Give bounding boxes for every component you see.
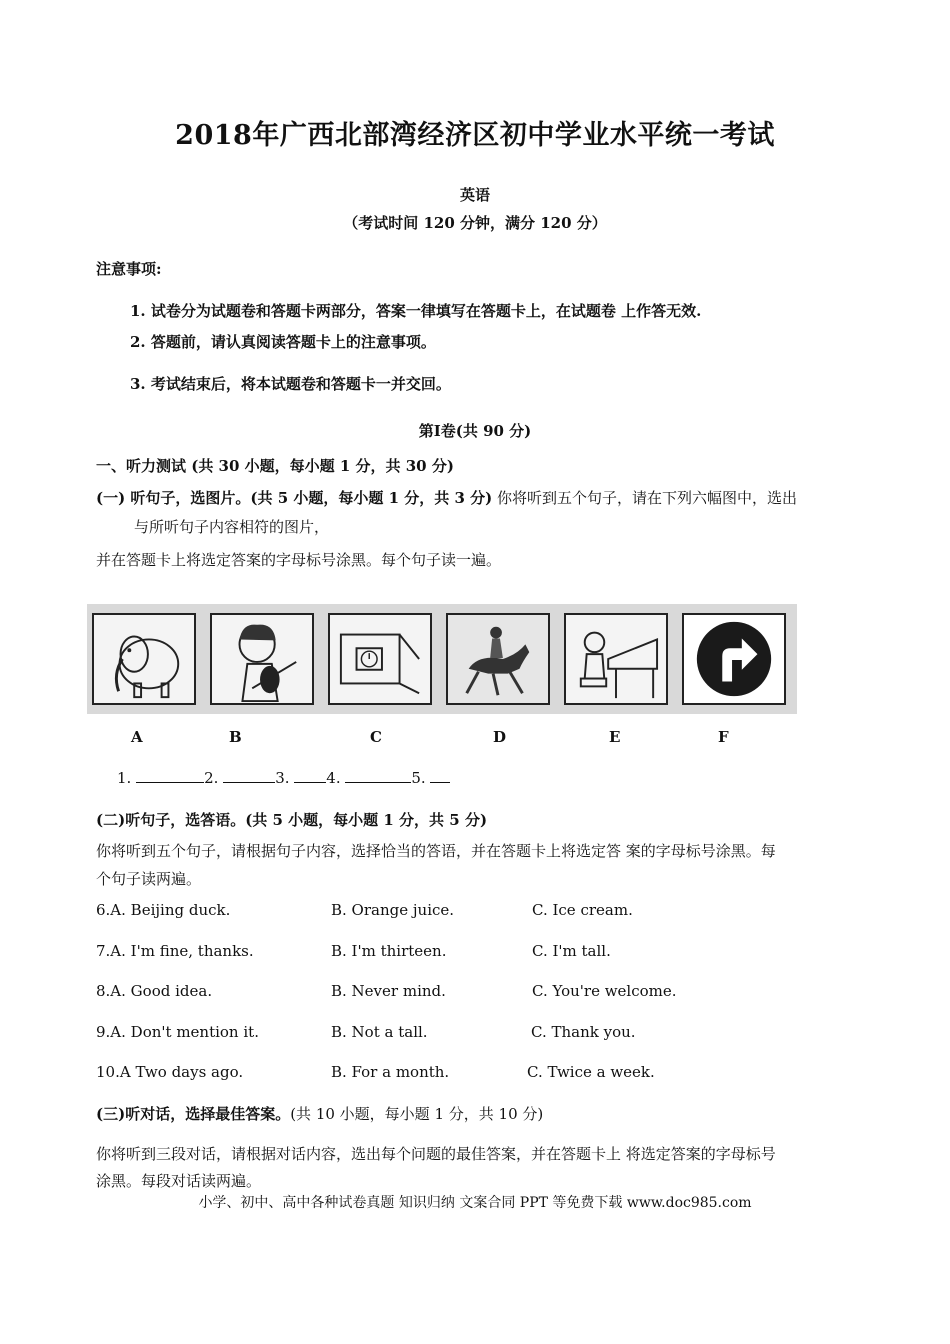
section1-instruction xyxy=(96,487,797,508)
notice-item-3: 3. 考试结束后，将本试题卷和答题卡一并交回。 xyxy=(130,375,451,393)
picture-letter-b: B xyxy=(229,728,242,746)
section3-heading-note: (共 10 小题，每小题 1 分，共 10 分) xyxy=(290,1105,544,1123)
section3-instruction-line1: 你将听到三段对话，请根据对话内容，选出每个问题的最佳答案，并在答题卡上 将选定答案的字母标号 xyxy=(96,1145,776,1163)
q10-option-a: 10.A Two days ago. xyxy=(96,1063,244,1081)
exam-subject: 英语 xyxy=(459,186,490,204)
q7-option-b: B. I'm thirteen. xyxy=(331,942,447,960)
picture-letter-e: E xyxy=(609,728,621,746)
picture-letter-a: A xyxy=(131,728,143,746)
q7-option-a: 7.A. I'm fine, thanks. xyxy=(96,942,254,960)
clock-icon xyxy=(328,613,432,705)
elephant-icon xyxy=(92,613,196,705)
answer-blanks xyxy=(117,768,450,787)
volume-heading: 第Ⅰ卷(共 90 分) xyxy=(418,422,532,440)
blank-label-4: 4. xyxy=(326,769,346,787)
picture-letter-d: D xyxy=(493,728,507,746)
section3-heading-line xyxy=(96,1103,543,1124)
section1-heading: (一) 听句子，选图片。(共 5 小题，每小题 1 分，共 3 分) xyxy=(96,489,493,507)
section2-instruction-line2: 个句子读两遍。 xyxy=(96,870,202,888)
q8-option-a: 8.A. Good idea. xyxy=(96,982,213,1000)
q10-option-c: C. Twice a week. xyxy=(527,1063,655,1081)
turn-right-sign-icon xyxy=(682,613,786,705)
exam-title: 2018年广西北部湾经济区初中学业水平统一考试 xyxy=(175,120,775,151)
q8-option-b: B. Never mind. xyxy=(331,982,446,1000)
answer-blank-3[interactable] xyxy=(294,768,326,783)
page-footer: 小学、初中、高中各种试卷真题 知识归纳 文案合同 PPT 等免费下载 www.doc985.com xyxy=(198,1195,752,1211)
blank-label-3: 3. xyxy=(275,769,295,787)
section3-heading: (三)听对话，选择最佳答案。 xyxy=(96,1105,291,1123)
violin-girl-icon xyxy=(210,613,314,705)
section1-instruction-line3: 并在答题卡上将选定答案的字母标号涂黑。每个句子读一遍。 xyxy=(96,551,502,569)
q6-option-b: B. Orange juice. xyxy=(331,901,455,919)
notice-item-1: 1. 试卷分为试题卷和答题卡两部分，答案一律填写在答题卡上，在试题卷 上作答无效. xyxy=(130,302,702,320)
section2-instruction-line1: 你将听到五个句子，请根据句子内容，选择恰当的答语，并在答题卡上将选定答 案的字母标号涂黑。每 xyxy=(96,842,776,860)
notice-heading: 注意事项: xyxy=(96,260,162,278)
exam-time-note: （考试时间 120 分钟，满分 120 分） xyxy=(343,214,607,232)
q9-option-c: C. Thank you. xyxy=(531,1023,636,1041)
q7-option-c: C. I'm tall. xyxy=(532,942,611,960)
notice-item-2: 2. 答题前，请认真阅读答题卡上的注意事项。 xyxy=(130,333,436,351)
q9-option-b: B. Not a tall. xyxy=(331,1023,428,1041)
q6-option-a: 6.A. Beijing duck. xyxy=(96,901,231,919)
picture-strip xyxy=(87,604,797,714)
part1-heading: 一、听力测试 (共 30 小题，每小题 1 分，共 30 分) xyxy=(96,457,454,475)
blank-label-2: 2. xyxy=(204,769,224,787)
section1-instruction-line2: 与所听句子内容相符的图片， xyxy=(134,518,330,536)
q8-option-c: C. You're welcome. xyxy=(532,982,677,1000)
picture-letter-c: C xyxy=(370,728,382,746)
horse-rider-icon xyxy=(446,613,550,705)
answer-blank-1[interactable] xyxy=(136,768,204,783)
piano-girl-icon xyxy=(564,613,668,705)
section3-instruction-line2: 涂黑。每段对话读两遍。 xyxy=(96,1172,262,1190)
answer-blank-4[interactable] xyxy=(345,768,411,783)
blank-label-5: 5. xyxy=(411,769,431,787)
q6-option-c: C. Ice cream. xyxy=(532,901,633,919)
q10-option-b: B. For a month. xyxy=(331,1063,450,1081)
answer-blank-5[interactable] xyxy=(430,768,450,783)
answer-blank-2[interactable] xyxy=(223,768,275,783)
section1-instruction-text: 你将听到五个句子，请在下列六幅图中，选出 xyxy=(492,489,798,507)
picture-letter-f: F xyxy=(718,728,729,746)
q9-option-a: 9.A. Don't mention it. xyxy=(96,1023,259,1041)
blank-label-1: 1. xyxy=(117,769,137,787)
section2-heading: (二)听句子，选答语。(共 5 小题，每小题 1 分，共 5 分) xyxy=(96,811,488,829)
